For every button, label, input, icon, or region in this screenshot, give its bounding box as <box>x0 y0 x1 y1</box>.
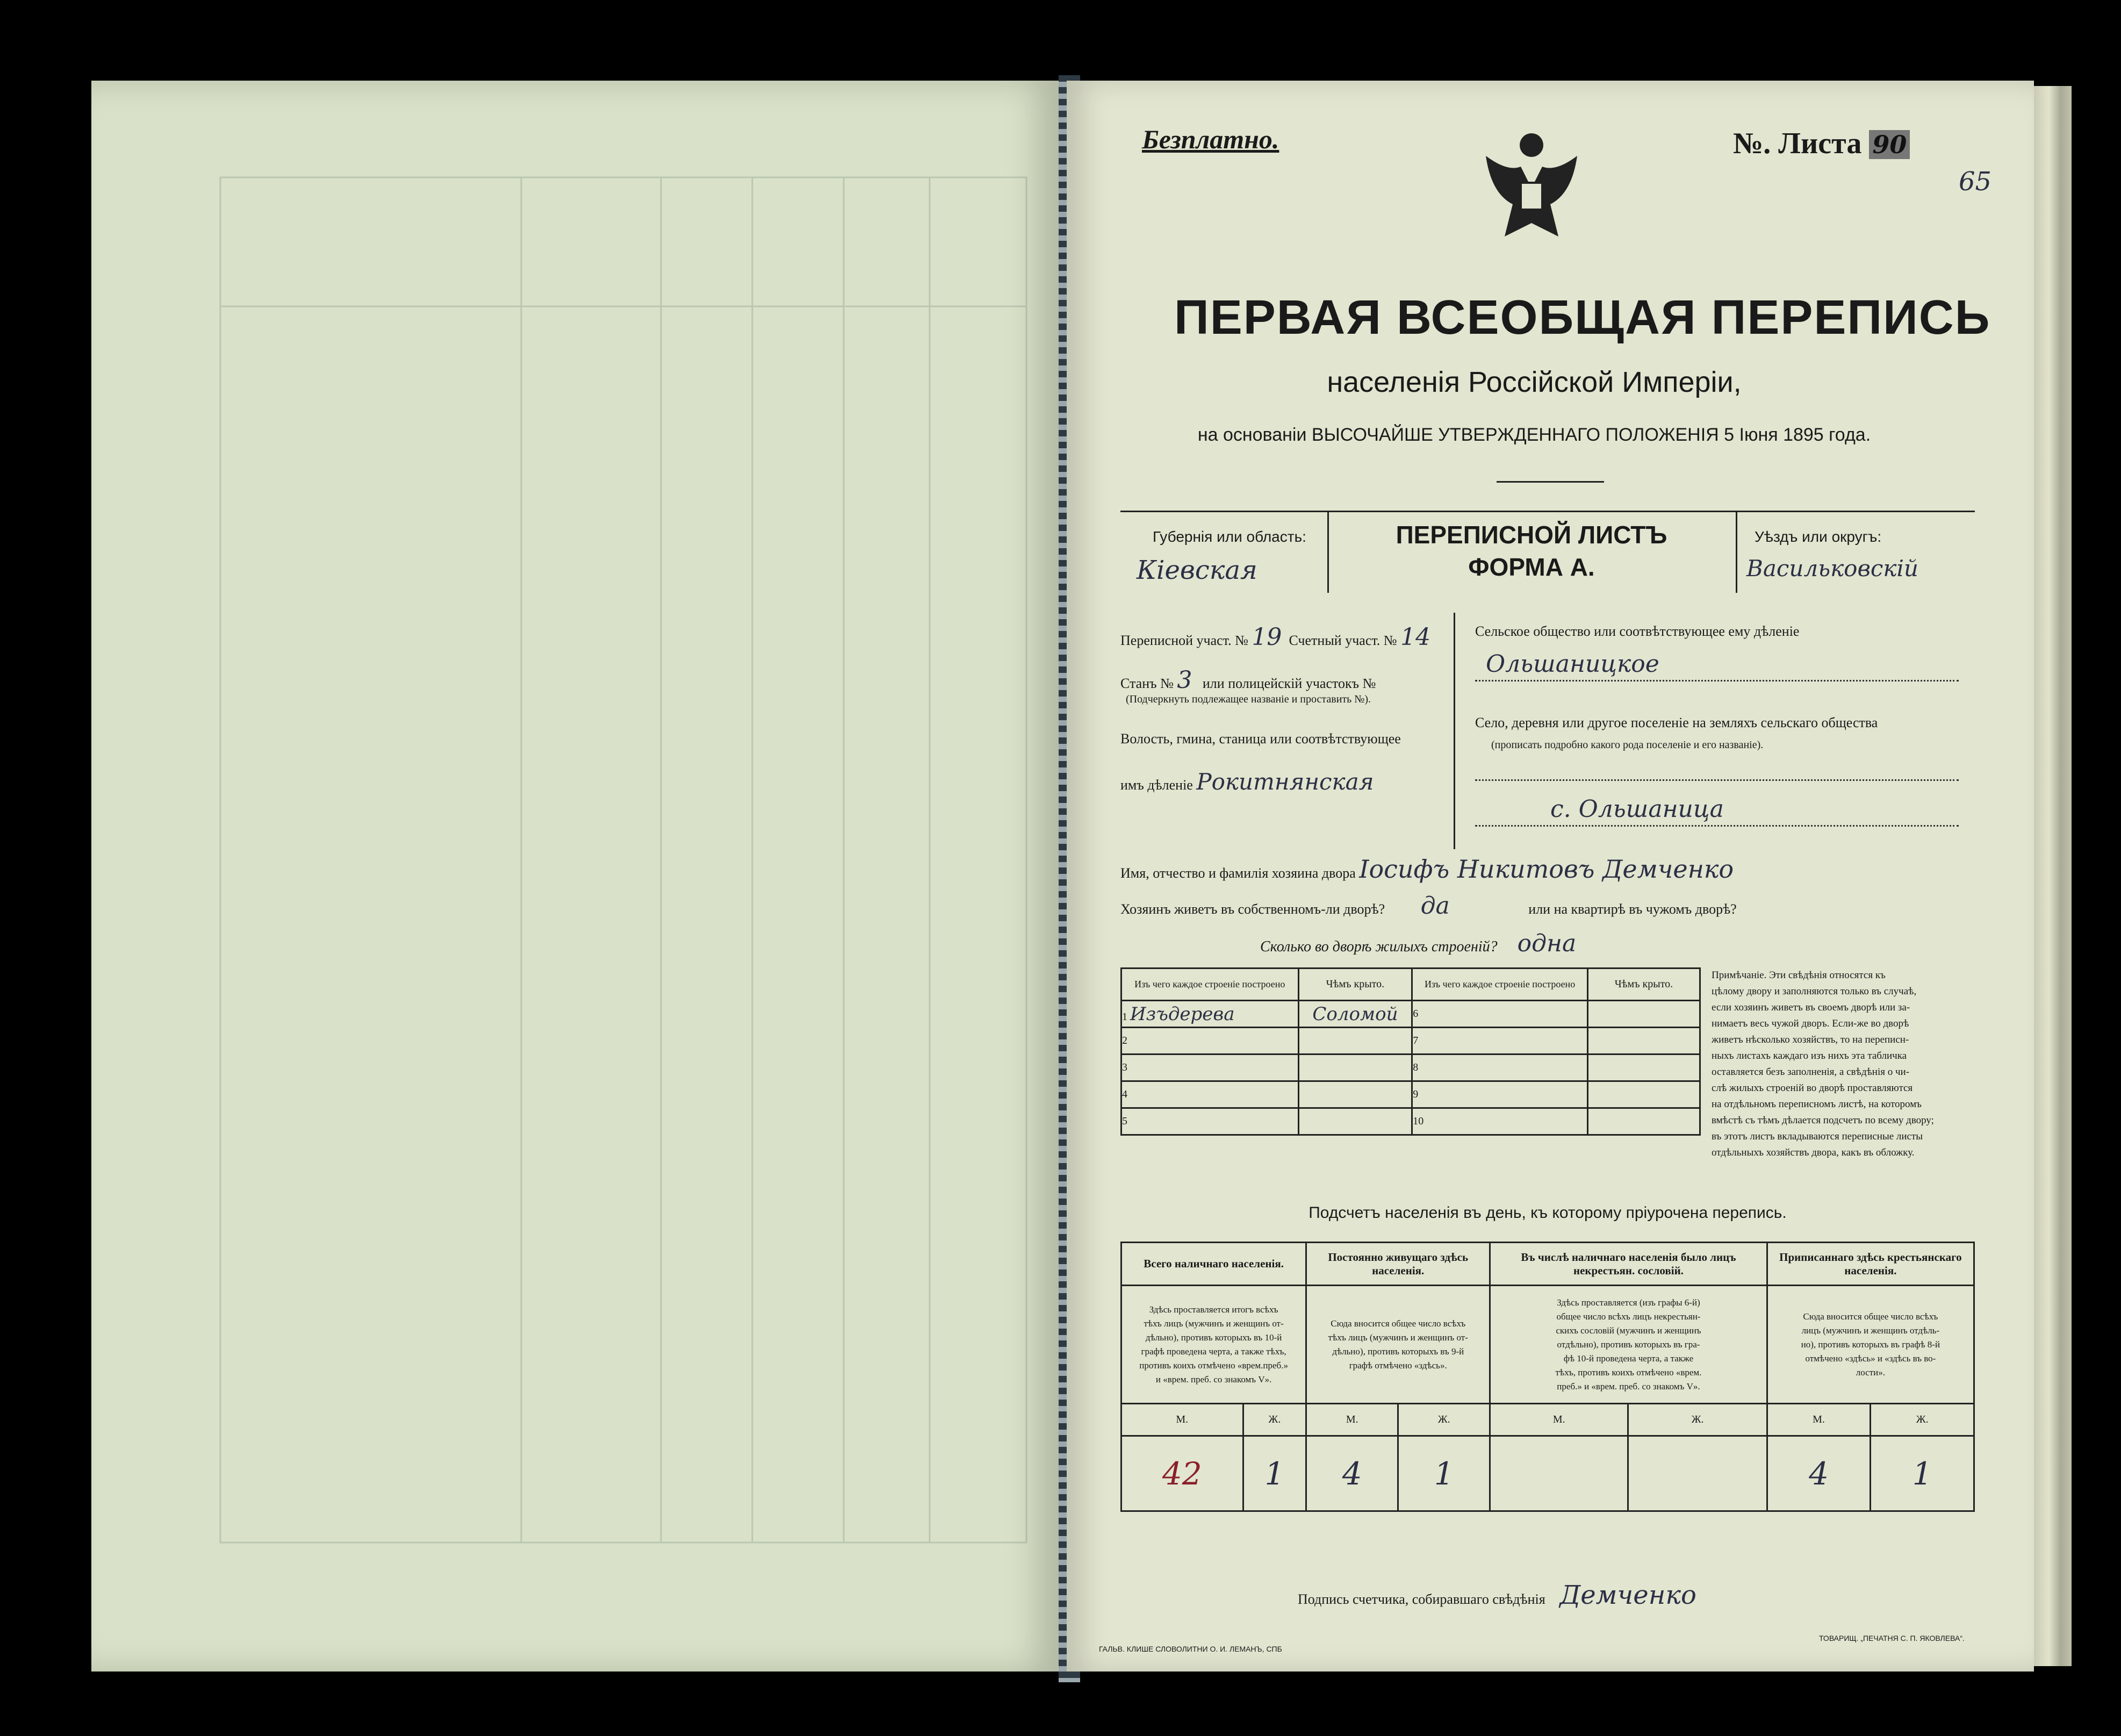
gubernia-label: Губернія или область: <box>1153 528 1306 545</box>
society-label: Сельское общество или соотвѣтствующее ему дѣленіе <box>1475 623 1800 639</box>
village-note: (прописать подробно какого рода поселеніе и его названіе). <box>1491 739 1764 751</box>
volost-label: Волость, гмина, станица или соотвѣтствующее <box>1120 731 1401 747</box>
free-label: Безплатно. <box>1142 124 1279 154</box>
nonpeasant-female-value <box>1628 1436 1767 1511</box>
material-value: Изъдерева <box>1130 1003 1235 1025</box>
village-value: с. Ольшаница <box>1550 795 1724 823</box>
census-section-field: Переписной участ. № 19 Счетный участ. № 14 <box>1120 623 1431 651</box>
footer-right: ТОВАРИЩ. „ПЕЧАТНЯ С. П. ЯКОВЛЕВА“. <box>1819 1634 1965 1642</box>
owner-field: Имя, отчество и фамилія хозяина двора Іосифъ Никитовъ Демченко <box>1120 855 1734 884</box>
nonpeasant-male-value <box>1490 1436 1628 1511</box>
census-basis: на основаніи ВЫСОЧАЙШЕ УТВЕРЖДЕННАГО ПОЛОЖЕНІЯ 5 Іюня 1895 года. <box>1197 425 1871 445</box>
census-subtitle: населенія Россійской Имперіи, <box>1327 366 1742 398</box>
signature-value: Демченко <box>1559 1580 1696 1610</box>
note-block: Примѣчаніе. Эти свѣдѣнія относятся къ цѣлому двору и заполняются только въ случаѣ, если хозяинъ живетъ въ своемъ дворѣ или за- нимаетъ весь чужой дворъ. Если-же во дворѣ живетъ нѣсколько хозяйствъ, то на переписн- ныхъ листахъ каждаго изъ нихъ эта табличка оставляется безъ заполненія, а свѣдѣнія о чи- слѣ жилыхъ строеній во дворѣ проставляются на отдѣльномъ переписномъ листѣ, на которомъ вмѣстѣ съ тѣмъ дѣлается подсчетъ по всему двору; въ этотъ листъ вкладываются переписные листы отдѣльныхъ хозяйствъ двора, какъ въ обложку. <box>1712 970 1934 1158</box>
page-edges <box>2034 86 2072 1666</box>
sheet-number-value: 90 <box>1869 130 1910 159</box>
census-form-page <box>1067 81 2034 1672</box>
total-male-value: 42 <box>1121 1436 1243 1511</box>
peasant-female-value: 1 <box>1871 1436 1974 1511</box>
volost-field: имъ дѣленіе Рокитнянская <box>1120 769 1374 795</box>
form-title: ФОРМА А. <box>1468 553 1595 581</box>
footer-left: ГАЛЬВ. КЛИШЕ СЛОВОЛИТНИ О. И. ЛЕМАНЪ, СПБ <box>1099 1645 1282 1653</box>
sheet-number-label: №. Листа 90 <box>1733 126 1910 161</box>
left-page <box>91 81 1059 1672</box>
fields-vertical-divider <box>1454 613 1455 849</box>
buildings-table: Изъ чего каждое строеніе построено Чѣмъ крыто. Изъ чего каждое строеніе построено Чѣмъ крыто. 1 Изъдерева Соломой 6 2 7 3 8 4 9 5 10 <box>1120 967 1701 1136</box>
gubernia-value: Кіевская <box>1137 555 1257 585</box>
village-label: Село, деревня или другое поселеніе на земляхъ сельскаго общества <box>1475 715 1878 730</box>
form-header-box <box>1120 511 1975 593</box>
stan-field: Станъ № 3 или полицейскій участокъ № <box>1120 666 1376 694</box>
sheet-title: ПЕРЕПИСНОЙ ЛИСТЪ <box>1396 521 1667 549</box>
volost-value: Рокитнянская <box>1196 769 1374 795</box>
title-divider <box>1497 481 1604 483</box>
imperial-eagle-emblem <box>1464 124 1599 247</box>
permanent-male-value: 4 <box>1306 1436 1398 1511</box>
uezd-value: Васильковскій <box>1746 555 1918 582</box>
roof-value: Соломой <box>1312 1003 1398 1025</box>
count-title: Подсчетъ населенія въ день, къ которому пріурочена перепись. <box>1308 1204 1787 1222</box>
signature-field: Подпись счетчика, собиравшаго свѣдѣнія Демченко <box>1298 1580 1696 1610</box>
lives-field: Хозяинъ живетъ въ собственномъ-ли дворѣ? да или на квартирѣ въ чужомъ дворѣ? <box>1120 892 1737 920</box>
sheet-number-extra: 65 <box>1959 167 1992 197</box>
buildings-field: Сколько во дворѣ жилыхъ строеній? одна <box>1260 930 1577 957</box>
population-count-table: Всего наличнаго населенія. Постоянно живущаго здѣсь населенія. Въ числѣ наличнаго населенія было лицъ некрестьян. сословій. Приписаннаго здѣсь крестьянскаго населенія. Здѣсь проставляется итогъ всѣхъ тѣхъ лицъ (мужчинъ и женщинъ от- дѣльно), противъ которыхъ въ 10-й графѣ проведена черта, а также тѣхъ, противъ коихъ отмѣчено «врем.преб.» и «врем. преб. со знакомъ V». Сюда вносится общее число всѣхъ тѣхъ лицъ (мужчинъ и женщинъ от- дѣльно), противъ которыхъ въ 9-й графѣ отмѣчено «здѣсь». Здѣсь проставляется (изъ графы 6-й) общее число всѣхъ лицъ некрестьян- скихъ сословій (мужчинъ и женщинъ отдѣльно), противъ которыхъ въ гра- фѣ 10-й проведена черта, а также тѣхъ, противъ коихъ отмѣчено «врем. преб.» и «врем. преб. со знакомъ V». Сюда вносится общее число всѣхъ лицъ (мужчинъ и женщинъ отдѣль- но), противъ которыхъ въ графѣ 8-й отмѣчено «здѣсь» и «здѣсь въ во- лости». М. Ж. М. Ж. М. Ж. М. Ж. 42 1 4 1 4 1 <box>1120 1242 1975 1512</box>
uezd-label: Уѣздъ или округъ: <box>1755 528 1882 545</box>
society-value: Ольшаницкое <box>1486 650 1659 678</box>
show-through-grid <box>91 81 1059 1672</box>
underline-note: (Подчеркнуть подлежащее названіе и проставить №). <box>1126 693 1371 705</box>
owner-value: Іосифъ Никитовъ Демченко <box>1359 855 1734 884</box>
census-title: ПЕРВАЯ ВСЕОБЩАЯ ПЕРЕПИСЬ <box>1174 291 1991 345</box>
permanent-female-value: 1 <box>1398 1436 1490 1511</box>
total-female-value: 1 <box>1243 1436 1306 1511</box>
peasant-male-value: 4 <box>1767 1436 1871 1511</box>
